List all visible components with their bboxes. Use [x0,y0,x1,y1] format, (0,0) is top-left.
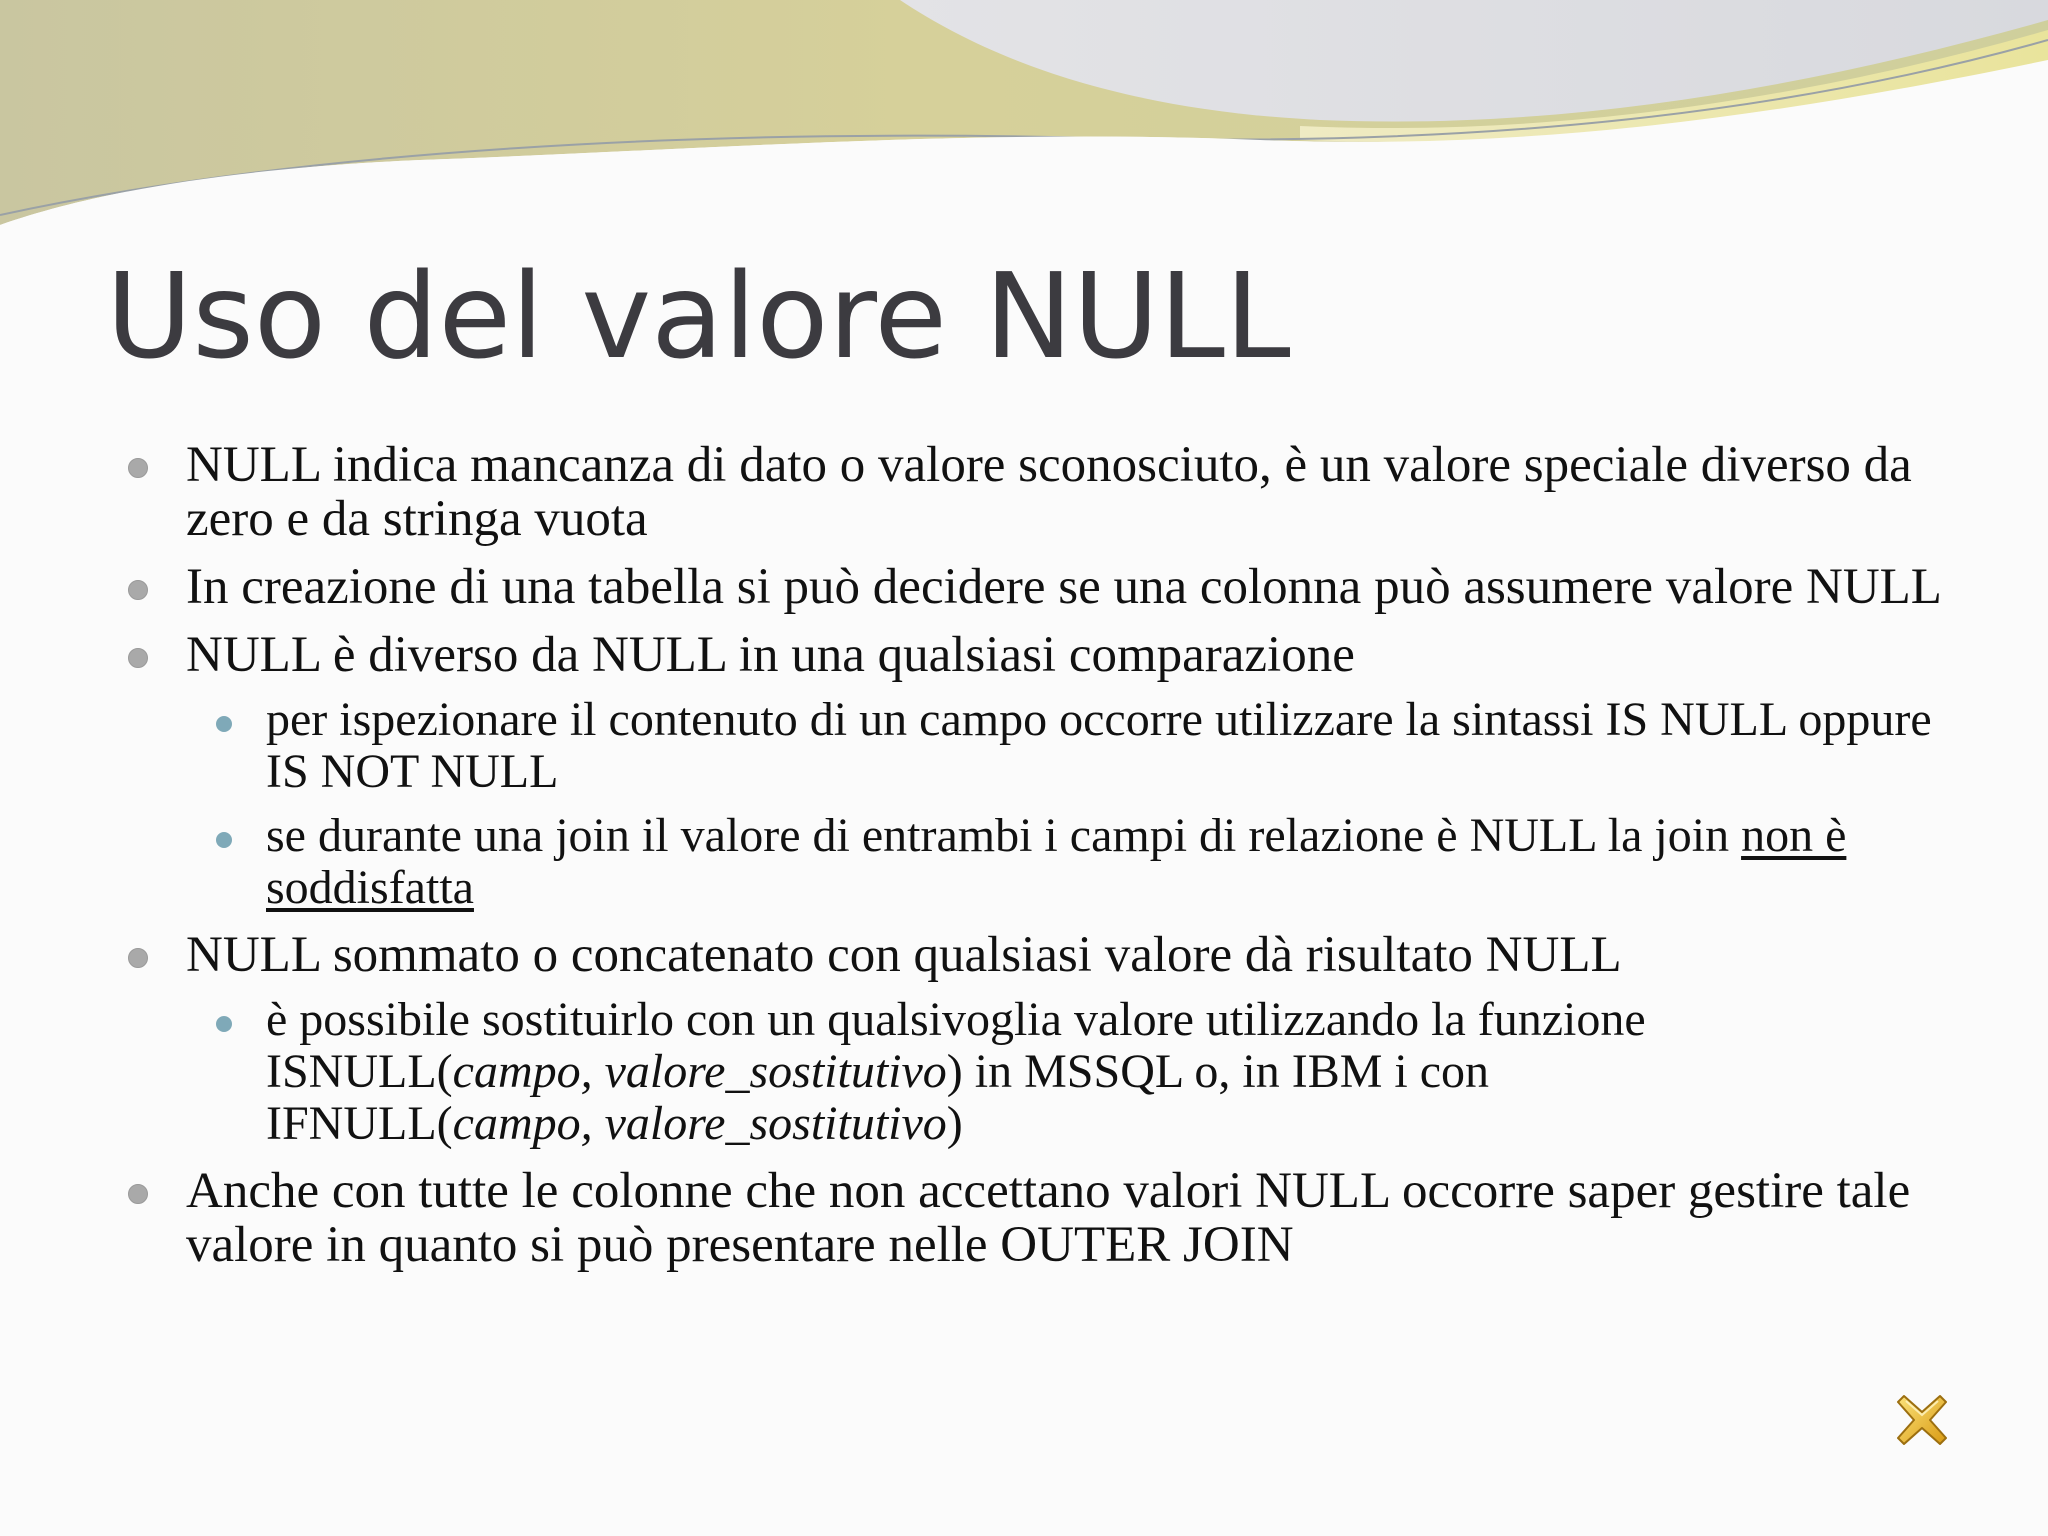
arg-valore-sostitutivo: valore_sostitutivo [604,1097,947,1150]
bullet-item [126,560,1966,614]
sub-bullet-list [186,694,1966,914]
bullet-dot-icon [128,948,148,968]
sub-bullet-item [126,810,1966,914]
bullet-text: Anche con tutte le colonne che non accettano valori NULL occorre saper gestire tale valore in quanto si può presentare nelle OUTER JOIN [186,1163,1911,1273]
sub-bullet-item [126,694,1966,798]
function-close-paren: ) [946,1097,963,1150]
bullet-text: NULL indica mancanza di dato o valore sconosciuto, è un valore speciale diverso da zero e da stringa vuota [186,437,1912,547]
bullet-text: NULL sommato o concatenato con qualsiasi valore dà risultato NULL [186,927,1622,983]
sub-bullet-line-1: è possibile sostituirlo con un qualsivoglia valore utilizzando la funzione [266,993,1646,1046]
arg-separator: , [580,1045,605,1098]
sub-bullet-dot-icon [216,716,232,732]
sub-bullet-text [208,810,1966,914]
bullet-dot-icon [128,580,148,600]
sub-bullet-rest: ) in MSSQL o, in IBM i con [946,1045,1490,1098]
sub-bullet-item [126,994,1966,1150]
sub-bullet-text: per ispezionare il contenuto di un campo occorre utilizzare la sintassi IS NULL oppure IS NOT NULL [266,693,1932,798]
slide-title: Uso del valore NULL [106,247,1291,385]
bullet-item [126,438,1966,546]
sub-bullet-dot-icon [216,832,232,848]
function-isnull: ISNULL( [266,1045,453,1098]
sub-bullet-list [186,994,1966,1150]
underlined-phrase: non è soddisfatta [266,809,1847,914]
bullet-list [126,438,1966,1272]
bullet-item [126,1164,1966,1272]
slide-content [126,438,1966,1286]
bullet-text: In creazione di una tabella si può decidere se una colonna può assumere valore NULL [186,559,1942,615]
sub-bullet-dot-icon [216,1016,232,1032]
close-x-icon [1894,1392,1950,1448]
bullet-dot-icon [128,648,148,668]
decorative-wave-banner [0,0,2048,240]
sub-bullet-text-prefix: se durante una join il valore di entrambi i campi di relazione è NULL la join [266,809,1742,862]
sub-bullet-text [208,994,1966,1150]
bullet-item [126,928,1966,1150]
function-ifnull: IFNULL( [266,1097,453,1150]
arg-separator: , [580,1097,605,1150]
bullet-item [126,628,1966,914]
bullet-dot-icon [128,458,148,478]
bullet-text: NULL è diverso da NULL in una qualsiasi comparazione [186,627,1355,683]
arg-campo: campo [452,1045,581,1098]
arg-valore-sostitutivo: valore_sostitutivo [604,1045,947,1098]
bullet-dot-icon [128,1184,148,1204]
close-button[interactable] [1894,1392,1950,1448]
arg-campo: campo [452,1097,581,1150]
